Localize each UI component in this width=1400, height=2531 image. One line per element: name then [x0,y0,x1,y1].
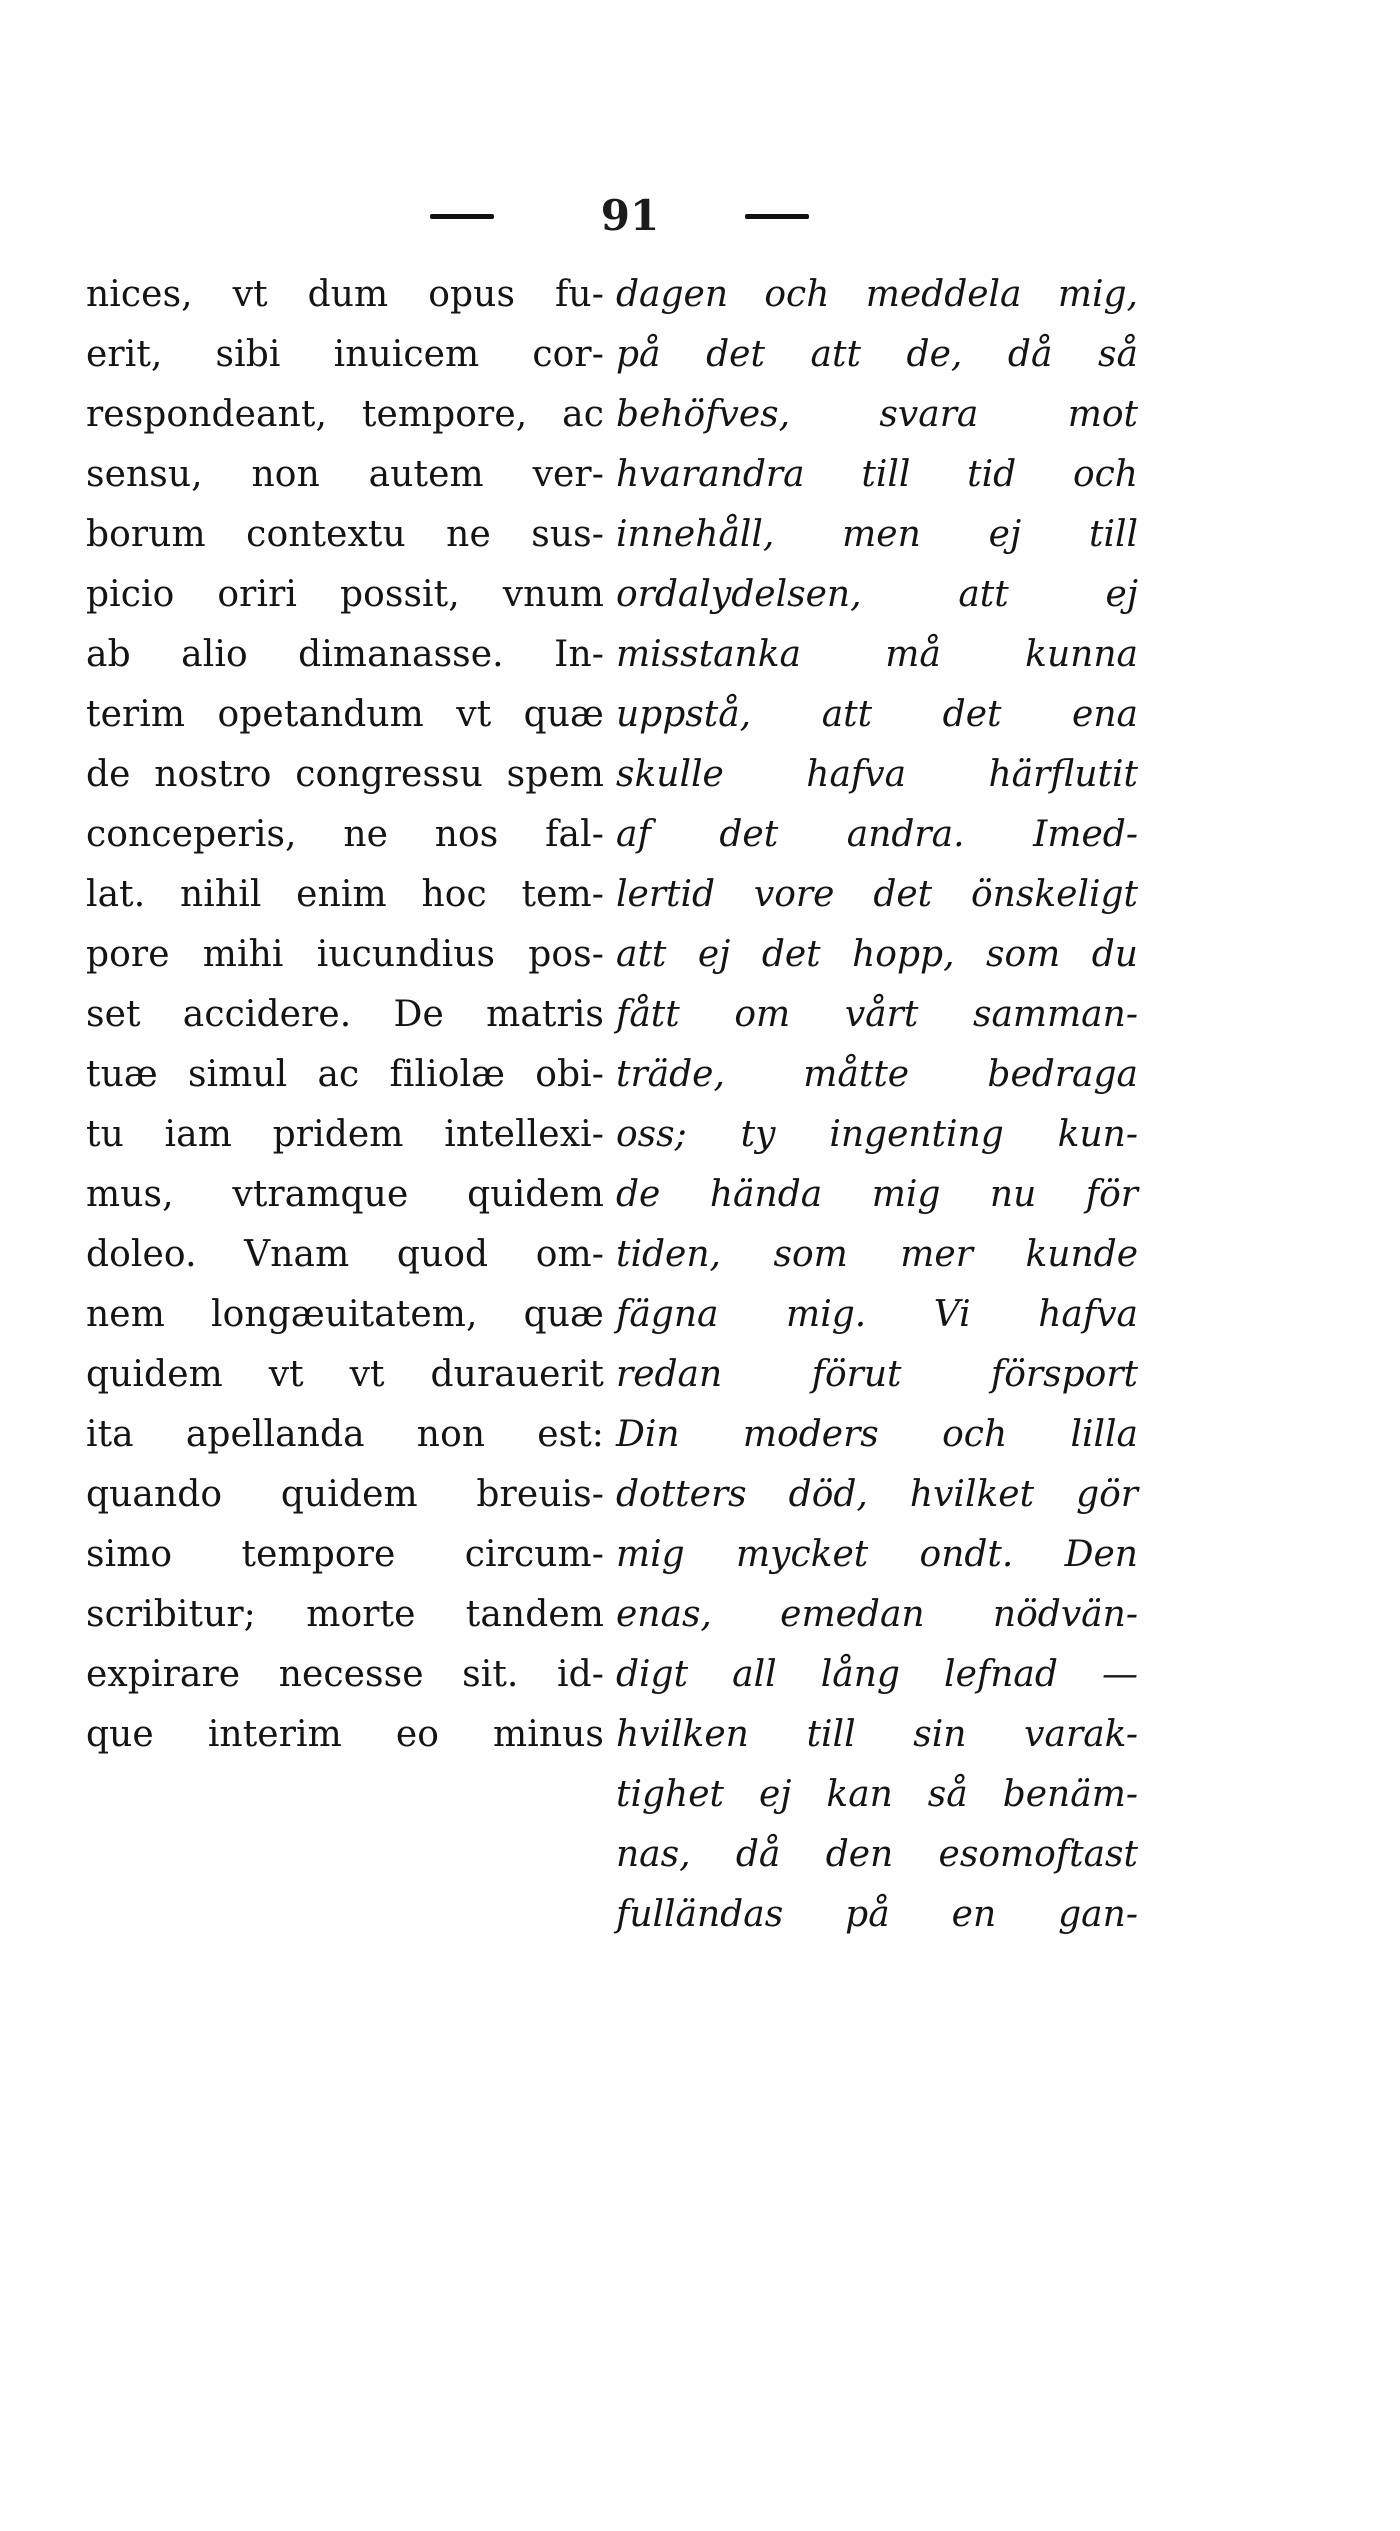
swedish-text-line: hvilken till sin varak- [616,1714,1138,1755]
swedish-text-line: enas, emedan nödvän- [616,1594,1138,1635]
latin-text-line: simo tempore circum- [86,1534,604,1575]
latin-text-column [86,265,604,1765]
swedish-text-line: misstanka må kunna [616,634,1138,675]
swedish-text-line: på det att de, då så [616,334,1138,375]
latin-text-line: que interim eo minus [86,1714,604,1755]
swedish-text-line: nas, då den esomoftast [616,1834,1138,1875]
swedish-text-line: fått om vårt samman- [616,994,1138,1035]
latin-text-line: erit, sibi inuicem cor- [86,334,604,375]
header-dash-left [430,214,494,219]
swedish-text-line: fägna mig. Vi hafva [616,1294,1138,1335]
latin-text-line: terim opetandum vt quæ [86,694,604,735]
latin-text-line: lat. nihil enim hoc tem- [86,874,604,915]
latin-text-line: pore mihi iucundius pos- [86,934,604,975]
latin-text-line: de nostro congressu spem [86,754,604,795]
latin-text-line: set accidere. De matris [86,994,604,1035]
latin-text-line: expirare necesse sit. id- [86,1654,604,1695]
swedish-text-line: lertid vore det önskeligt [616,874,1138,915]
swedish-text-line: mig mycket ondt. Den [616,1534,1138,1575]
swedish-text-line: redan förut försport [616,1354,1138,1395]
latin-text-line: quidem vt vt durauerit [86,1354,604,1395]
header-dash-right [745,214,809,219]
latin-text-line: quando quidem breuis- [86,1474,604,1515]
latin-text-line: ita apellanda non est: [86,1414,604,1455]
latin-text-line: nem longæuitatem, quæ [86,1294,604,1335]
swedish-text-line: oss; ty ingenting kun- [616,1114,1138,1155]
latin-text-line: tu iam pridem intellexi- [86,1114,604,1155]
latin-text-line: sensu, non autem ver- [86,454,604,495]
swedish-text-line: behöfves, svara mot [616,394,1138,435]
latin-text-line: tuæ simul ac filiolæ obi- [86,1054,604,1095]
swedish-text-line: ordalydelsen, att ej [616,574,1138,615]
swedish-text-line: skulle hafva härflutit [616,754,1138,795]
latin-text-line: doleo. Vnam quod om- [86,1234,604,1275]
swedish-text-line: tiden, som mer kunde [616,1234,1138,1275]
swedish-text-line: Din moders och lilla [616,1414,1138,1455]
swedish-text-line: af det andra. Imed- [616,814,1138,855]
swedish-text-line: digt all lång lefnad — [616,1654,1138,1695]
swedish-text-line: dagen och meddela mig, [616,274,1138,315]
page-header [0,176,1400,266]
latin-text-line: borum contextu ne sus- [86,514,604,555]
swedish-text-line: de hända mig nu för [616,1174,1138,1215]
page-number: 91 [600,191,660,240]
swedish-text-line: tighet ej kan så benäm- [616,1774,1138,1815]
swedish-text-line: dotters död, hvilket gör [616,1474,1138,1515]
swedish-text-line: innehåll, men ej till [616,514,1138,555]
swedish-text-line: fulländas på en gan- [616,1894,1138,1935]
swedish-text-column [616,265,1138,1945]
latin-text-line: mus, vtramque quidem [86,1174,604,1215]
swedish-text-line: uppstå, att det ena [616,694,1138,735]
latin-text-line: respondeant, tempore, ac [86,394,604,435]
latin-text-line: conceperis, ne nos fal- [86,814,604,855]
swedish-text-line: träde, måtte bedraga [616,1054,1138,1095]
latin-text-line: ab alio dimanasse. In- [86,634,604,675]
swedish-text-line: hvarandra till tid och [616,454,1138,495]
latin-text-line: picio oriri possit, vnum [86,574,604,615]
swedish-text-line: att ej det hopp, som du [616,934,1138,975]
latin-text-line: nices, vt dum opus fu- [86,274,604,315]
latin-text-line: scribitur; morte tandem [86,1594,604,1635]
